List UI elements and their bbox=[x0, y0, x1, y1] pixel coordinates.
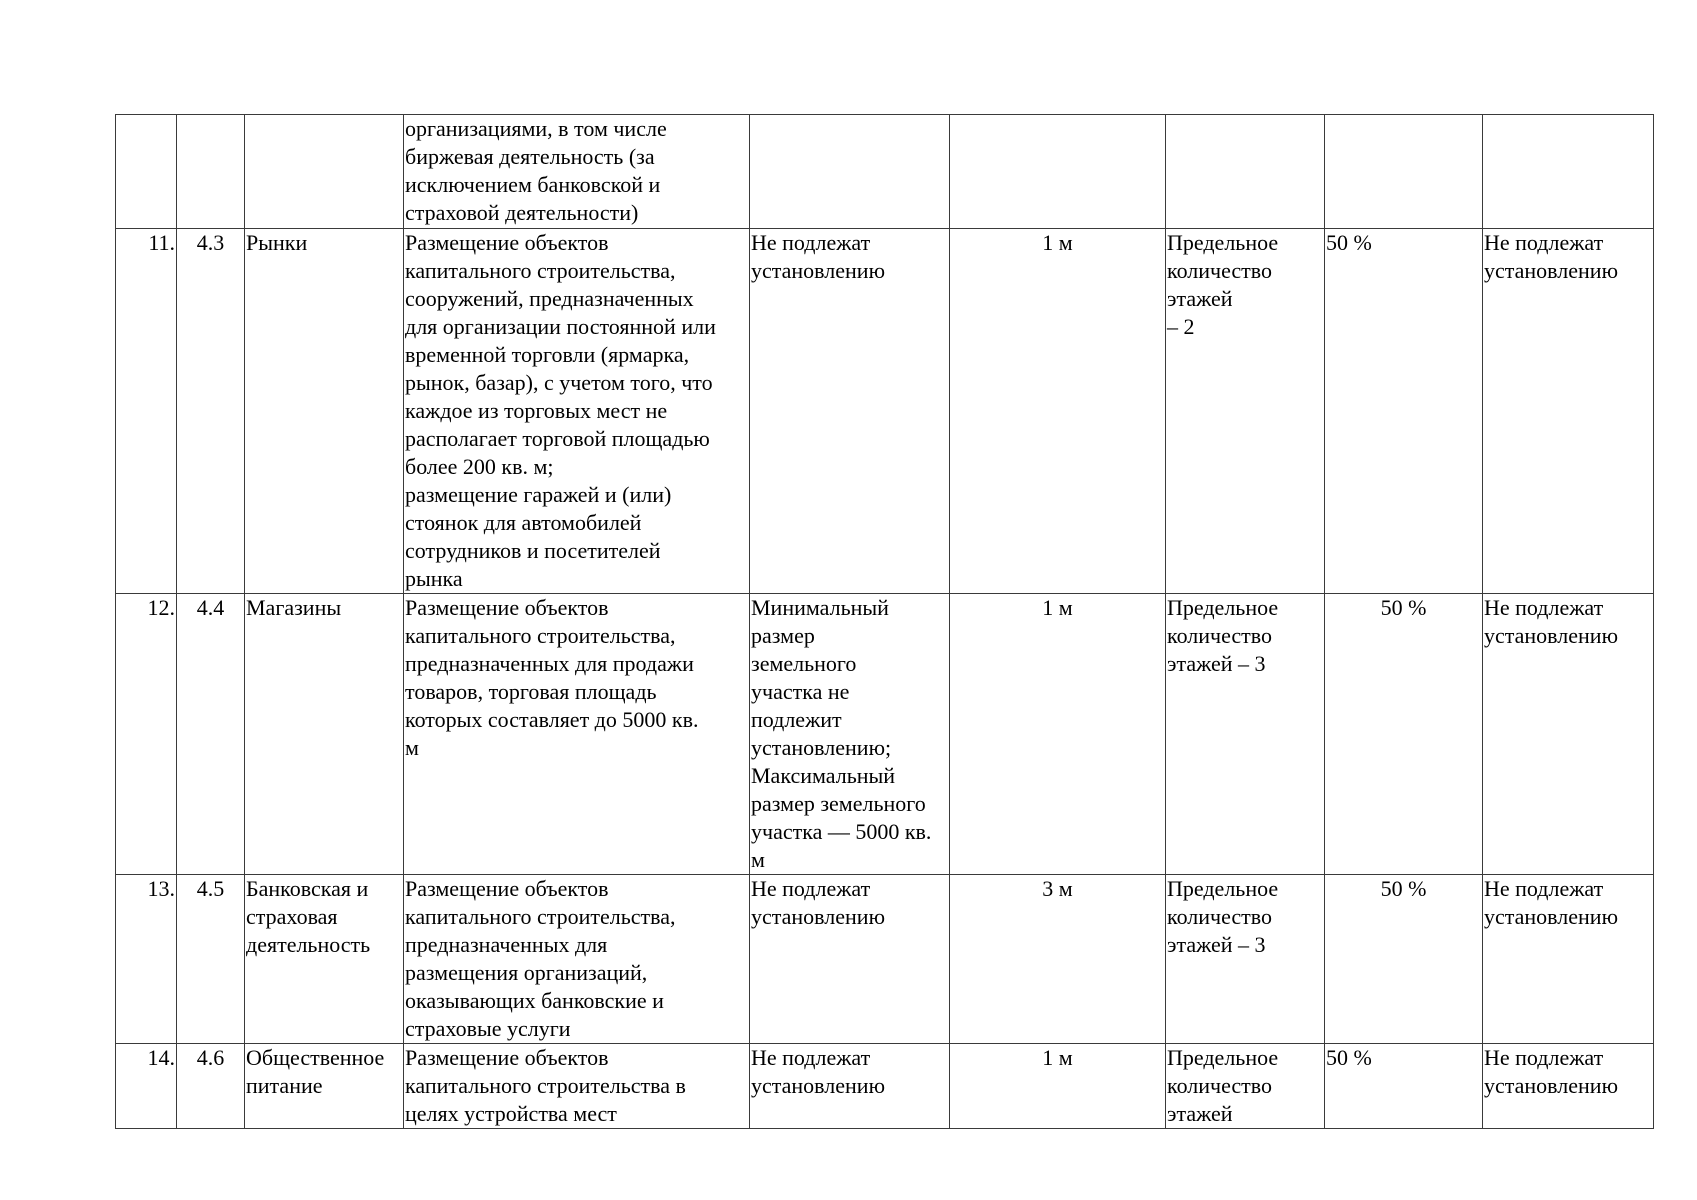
use-code-cell: 4.4 bbox=[177, 594, 245, 875]
use-description-cell: организациями, в том числе биржевая деятельность (за исключением банковской и страховой деятельности) bbox=[404, 115, 750, 229]
row-number-cell: 14. bbox=[116, 1044, 177, 1129]
use-description-cell: Размещение объектов капитального строительства, предназначенных для размещения организаций, оказывающих банковские и страховые услуги bbox=[404, 875, 750, 1044]
plot-size-cell: Минимальный размер земельного участка не подлежит установлению; Максимальный размер земельного участка — 5000 кв. м bbox=[750, 594, 950, 875]
row-number-cell bbox=[116, 115, 177, 229]
floors-cell: Предельное количество этажей – 3 bbox=[1166, 594, 1325, 875]
table-row bbox=[116, 594, 1654, 875]
floors-cell bbox=[1166, 115, 1325, 229]
table-row bbox=[116, 115, 1654, 229]
use-description-cell: Размещение объектов капитального строительства, сооружений, предназначенных для организации постоянной или временной торговли (ярмарка, рынок, базар), с учетом того, что каждое из торговых мест не располагает торговой площадью более 200 кв. м; размещение гаражей и (или) стоянок для автомобилей сотрудников и посетителей рынка bbox=[404, 229, 750, 594]
land-use-table bbox=[115, 114, 1654, 1129]
use-name-cell: Банковская и страховая деятельность bbox=[245, 875, 404, 1044]
use-code-cell: 4.6 bbox=[177, 1044, 245, 1129]
height-cell bbox=[1483, 115, 1654, 229]
use-name-cell: Общественное питание bbox=[245, 1044, 404, 1129]
use-code-cell: 4.5 bbox=[177, 875, 245, 1044]
setback-cell bbox=[950, 115, 1166, 229]
use-name-cell bbox=[245, 115, 404, 229]
use-name-cell: Рынки bbox=[245, 229, 404, 594]
height-cell: Не подлежат установлению bbox=[1483, 594, 1654, 875]
setback-cell: 1 м bbox=[950, 1044, 1166, 1129]
height-cell: Не подлежат установлению bbox=[1483, 1044, 1654, 1129]
plot-size-cell bbox=[750, 115, 950, 229]
plot-size-cell: Не подлежат установлению bbox=[750, 229, 950, 594]
floors-cell: Предельное количество этажей – 2 bbox=[1166, 229, 1325, 594]
height-cell: Не подлежат установлению bbox=[1483, 875, 1654, 1044]
plot-size-cell: Не подлежат установлению bbox=[750, 1044, 950, 1129]
use-name-cell: Магазины bbox=[245, 594, 404, 875]
floors-cell: Предельное количество этажей – 3 bbox=[1166, 875, 1325, 1044]
row-number-cell: 11. bbox=[116, 229, 177, 594]
row-number-cell: 12. bbox=[116, 594, 177, 875]
height-cell: Не подлежат установлению bbox=[1483, 229, 1654, 594]
table-row bbox=[116, 1044, 1654, 1129]
plot-size-cell: Не подлежат установлению bbox=[750, 875, 950, 1044]
use-code-cell bbox=[177, 115, 245, 229]
floors-cell: Предельное количество этажей bbox=[1166, 1044, 1325, 1129]
table-row bbox=[116, 875, 1654, 1044]
setback-cell: 3 м bbox=[950, 875, 1166, 1044]
setback-cell: 1 м bbox=[950, 594, 1166, 875]
coverage-cell: 50 % bbox=[1325, 594, 1483, 875]
coverage-cell bbox=[1325, 115, 1483, 229]
row-number-cell: 13. bbox=[116, 875, 177, 1044]
use-description-cell: Размещение объектов капитального строительства, предназначенных для продажи товаров, торговая площадь которых составляет до 5000 кв. м bbox=[404, 594, 750, 875]
coverage-cell: 50 % bbox=[1325, 875, 1483, 1044]
use-code-cell: 4.3 bbox=[177, 229, 245, 594]
coverage-cell: 50 % bbox=[1325, 229, 1483, 594]
table-row bbox=[116, 229, 1654, 594]
setback-cell: 1 м bbox=[950, 229, 1166, 594]
coverage-cell: 50 % bbox=[1325, 1044, 1483, 1129]
use-description-cell: Размещение объектов капитального строительства в целях устройства мест bbox=[404, 1044, 750, 1129]
